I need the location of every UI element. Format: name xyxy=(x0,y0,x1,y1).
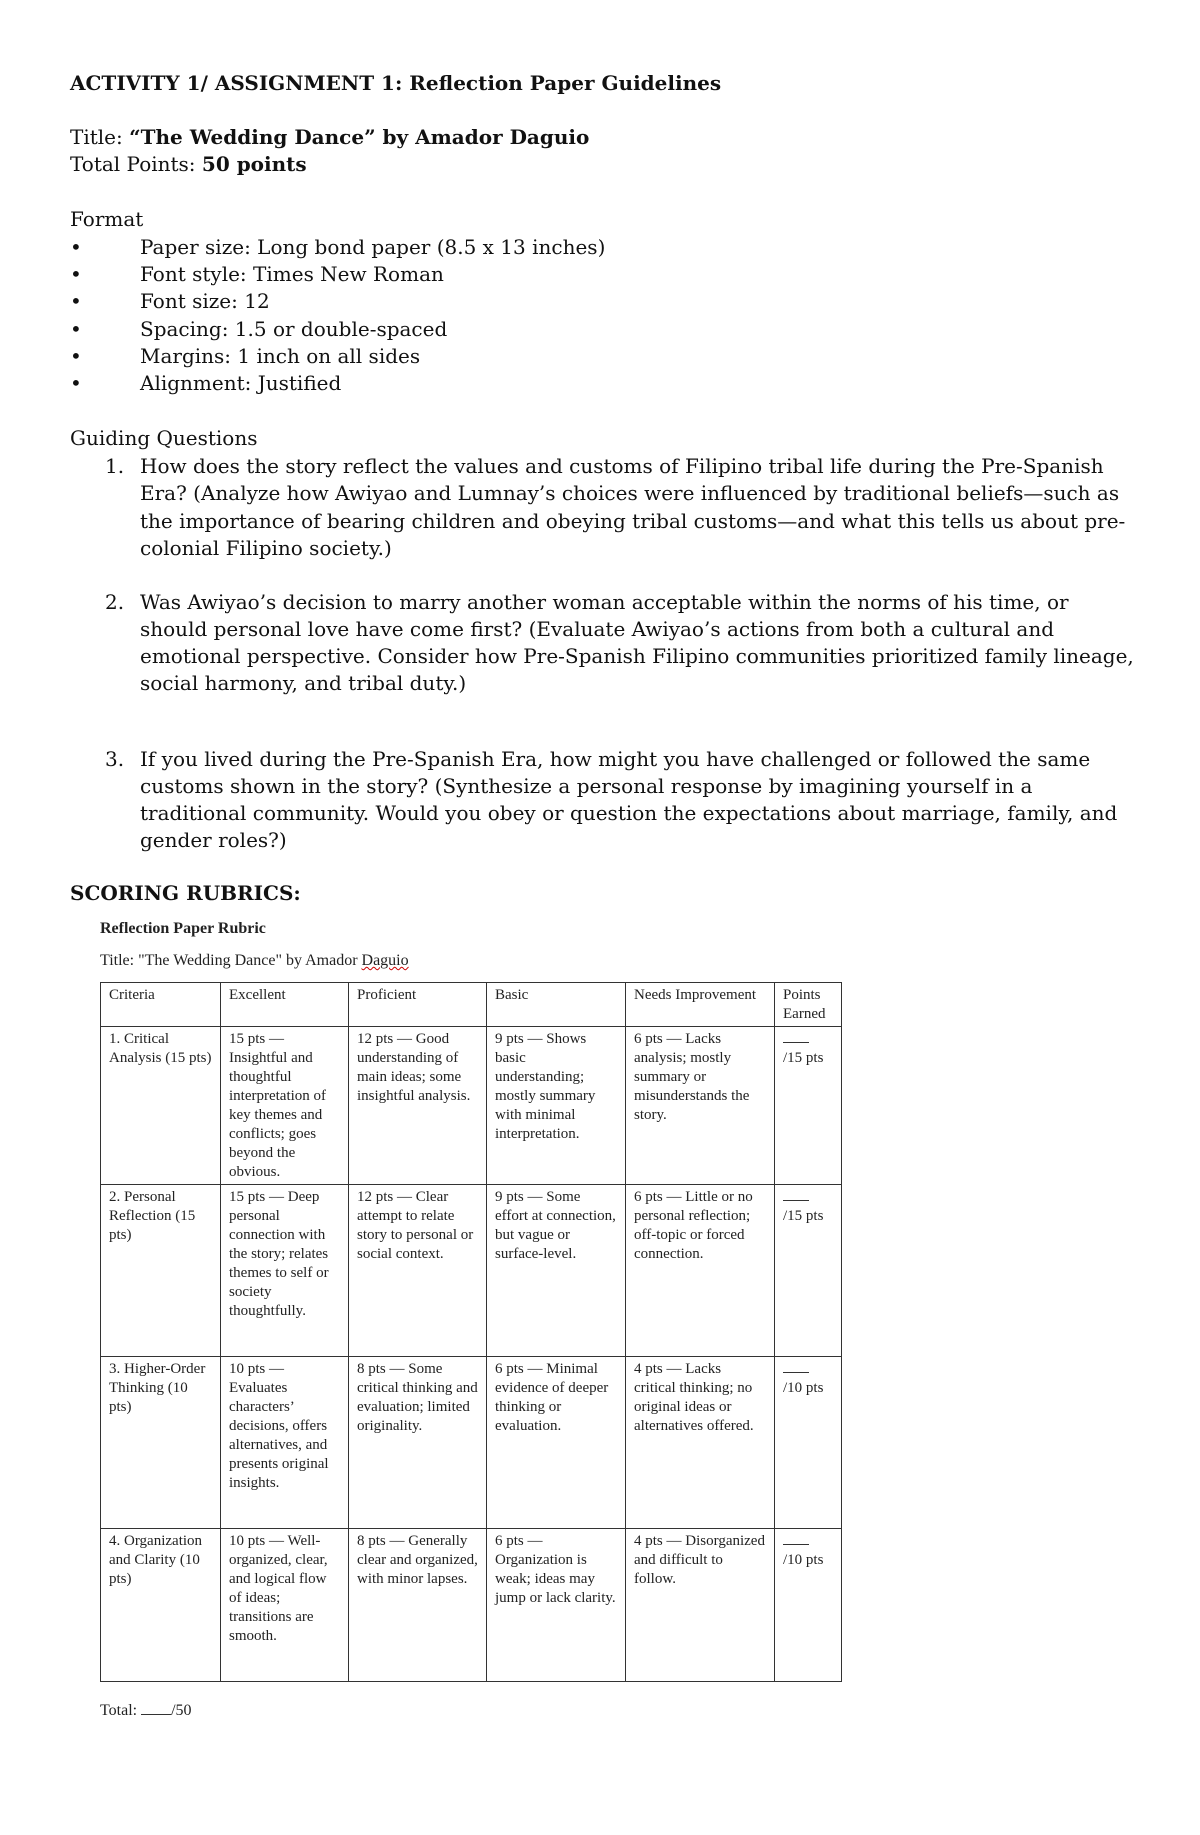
header-cell: Criteria xyxy=(101,983,221,1027)
rubric-row xyxy=(101,1529,842,1682)
question-item: 3. If you lived during the Pre-Spanish Era, how might you have challenged or followed the same customs shown in the story? (Synthesize a personal response by imagining yourself in a traditional community. Would you obey or question the expectations about marriage, family, and gender roles?) xyxy=(105,746,1118,853)
points-line xyxy=(70,151,1140,178)
points-value: 50 points xyxy=(201,152,307,176)
excellent-cell: 10 pts — Well-organized, clear, and logical flow of ideas; transitions are smooth. xyxy=(221,1529,349,1682)
excellent-cell: 10 pts — Evaluates characters’ decisions, offers alternatives, and presents original insights. xyxy=(221,1357,349,1529)
title-line xyxy=(70,124,1140,151)
format-item: • Spacing: 1.5 or double-spaced xyxy=(70,316,448,341)
format-item: • Alignment: Justified xyxy=(70,370,342,395)
excellent-cell: 15 pts — Insightful and thoughtful interpretation of key themes and conflicts; goes beyond the obvious. xyxy=(221,1027,349,1185)
basic-cell: 6 pts — Organization is weak; ideas may jump or lack clarity. xyxy=(487,1529,626,1682)
question-item: 2. Was Awiyao’s decision to marry another woman acceptable within the norms of his time, or should personal love have come first? (Evaluate Awiyao’s actions from both a cultural and emotional perspective. Consider how Pre-Spanish Filipino communities prioritized family lineage, social harmony, and tribal duty.) xyxy=(105,589,1134,696)
title-value: “The Wedding Dance” by Amador Daguio xyxy=(129,125,590,149)
questions-heading: Guiding Questions xyxy=(70,426,258,451)
criteria-cell: 2. Personal Reflection (15 pts) xyxy=(101,1185,221,1357)
question-item: 1. How does the story reflect the values and customs of Filipino tribal life during the Pre-Spanish Era? (Analyze how Awiyao and Lumnay’s choices were influenced by traditional beliefs—such as the importance of bearing children and obeying tribal customs—and what this tells us about pre-colonial Filipino society.) xyxy=(105,454,1126,560)
format-item: • Margins: 1 inch on all sides xyxy=(70,343,421,368)
rubric-row xyxy=(101,1185,842,1357)
rubric-row xyxy=(101,1357,842,1529)
scoring-heading: SCORING RUBRICS: xyxy=(70,881,301,906)
guiding-questions-list xyxy=(70,453,1140,854)
basic-cell: 9 pts — Some effort at connection, but vague or surface-level. xyxy=(487,1185,626,1357)
rubric-total: Total: /50 xyxy=(100,1702,192,1719)
document-body xyxy=(70,70,1140,905)
criteria-cell: 4. Organization and Clarity (10 pts) xyxy=(101,1529,221,1682)
proficient-cell: 12 pts — Clear attempt to relate story to personal or social context. xyxy=(349,1185,487,1357)
format-list xyxy=(70,234,1140,397)
basic-cell: 9 pts — Shows basic understanding; mostly summary with minimal interpretation. xyxy=(487,1027,626,1185)
header-cell: Needs Improvement xyxy=(626,983,775,1027)
excellent-cell: 15 pts — Deep personal connection with the story; relates themes to self or society thoughtfully. xyxy=(221,1185,349,1357)
assignment-heading: ACTIVITY 1/ ASSIGNMENT 1: Reflection Paper Guidelines xyxy=(70,71,722,95)
rubric-subtitle: Title: "The Wedding Dance" by Amador Daguio xyxy=(100,952,409,969)
proficient-cell: 8 pts — Generally clear and organized, with minor lapses. xyxy=(349,1529,487,1682)
proficient-cell: 8 pts — Some critical thinking and evaluation; limited originality. xyxy=(349,1357,487,1529)
criteria-cell: 3. Higher-Order Thinking (10 pts) xyxy=(101,1357,221,1529)
header-cell: Proficient xyxy=(349,983,487,1027)
points-earned-cell: /15 pts xyxy=(775,1027,842,1185)
points-earned-cell: /10 pts xyxy=(775,1529,842,1682)
title-label: Title: xyxy=(70,125,130,149)
format-item: • Font size: 12 xyxy=(70,289,270,314)
format-item: • Font style: Times New Roman xyxy=(70,262,444,287)
header-cell: Points Earned xyxy=(775,983,842,1027)
rubric-table xyxy=(100,982,842,1682)
needs-improvement-cell: 6 pts — Little or no personal reflection; off-topic or forced connection. xyxy=(626,1185,775,1357)
criteria-cell: 1. Critical Analysis (15 pts) xyxy=(101,1027,221,1185)
header-cell: Excellent xyxy=(221,983,349,1027)
format-heading: Format xyxy=(70,207,144,231)
needs-improvement-cell: 4 pts — Lacks critical thinking; no original ideas or alternatives offered. xyxy=(626,1357,775,1529)
proficient-cell: 12 pts — Good understanding of main ideas; some insightful analysis. xyxy=(349,1027,487,1185)
rubric-title: Reflection Paper Rubric xyxy=(100,920,266,937)
rubric-row xyxy=(101,1027,842,1185)
needs-improvement-cell: 6 pts — Lacks analysis; mostly summary or misunderstands the story. xyxy=(626,1027,775,1185)
points-earned-cell: /10 pts xyxy=(775,1357,842,1529)
rubric-image xyxy=(100,920,850,1736)
points-earned-cell: /15 pts xyxy=(775,1185,842,1357)
format-item: • Paper size: Long bond paper (8.5 x 13 inches) xyxy=(70,235,606,259)
rubric-header-row xyxy=(101,983,842,1027)
points-label: Total Points: xyxy=(70,152,202,176)
header-cell: Basic xyxy=(487,983,626,1027)
basic-cell: 6 pts — Minimal evidence of deeper thinking or evaluation. xyxy=(487,1357,626,1529)
needs-improvement-cell: 4 pts — Disorganized and difficult to follow. xyxy=(626,1529,775,1682)
